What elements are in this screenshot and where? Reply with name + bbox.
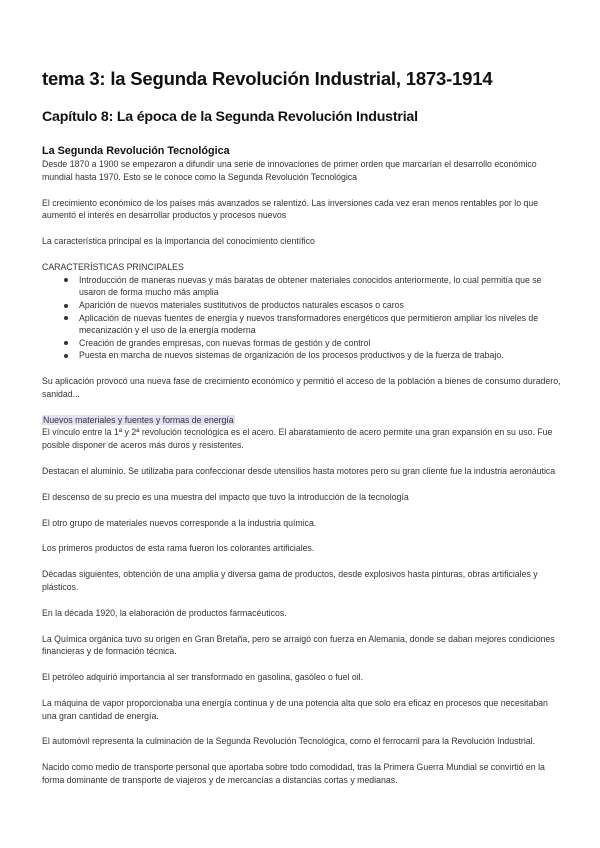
paragraph: En la década 1920, la elaboración de productos farmacéuticos. [42, 607, 287, 618]
highlighted-heading: Nuevos materiales y fuentes y formas de energía [43, 414, 234, 425]
paragraph: El petróleo adquirió importancia al ser transformado en gasolina, gasóleo o fuel oil. [42, 672, 364, 683]
paragraph: La máquina de vapor proporcionaba una energía continua y de una potencia alta que solo era eficaz en procesos que necesitaban una gran cantidad de energía. [42, 697, 548, 721]
paragraph: Su aplicación provocó una nueva fase de crecimiento económico y permitió el acceso de la población a bienes de consumo duradero, sanidad... [42, 375, 561, 399]
chapter-title: Capítulo 8: La época de la Segunda Revolución Industrial [42, 109, 418, 125]
list-item: Aparición de nuevos materiales sustitutivos de productos naturales escasos o caros [79, 299, 564, 312]
document-page [42, 66, 564, 787]
list-item: Introducción de maneras nuevas y más baratas de obtener materiales conocidos anteriormente, lo cual permitía que se usaron de forma mucho más amplia [79, 274, 564, 299]
paragraph: Nacido como medio de transporte personal que aportaba sobre todo comodidad, tras la Primera Guerra Mundial se convirtió en la forma dominante de transporte de viajeros y de mercancías a distancias cortas y medianas. [42, 762, 545, 786]
list-title: CARACTERÍSTICAS PRINCIPALES [42, 261, 184, 272]
paragraph: El crecimiento económico de los países más avanzados se ralentizó. Las inversiones cada vez eran menos rentables por lo que aumentó el interés en desarrollar productos y procesos nuevos [42, 197, 539, 221]
paragraph: La característica principal es la importancia del conocimiento científico [42, 236, 315, 247]
paragraph: El automóvil representa la culminación de la Segunda Revolución Tecnológica, como el ferrocarril para la Revolución Industrial. [42, 736, 536, 747]
list-item: Puesta en marcha de nuevos sistemas de organización de los procesos productivos y de la fuerza de trabajo. [79, 349, 564, 362]
paragraph: El vínculo entre la 1ª y 2ª revolución tecnológica es el acero. El abaratamiento de acero permite una gran expansión en su uso. Fue posible disponer de aceros más duros y resistentes. [42, 427, 553, 451]
characteristics-list [42, 274, 564, 362]
section-heading-materiales [42, 414, 564, 427]
paragraph: La Química orgánica tuvo su origen en Gran Bretaña, pero se arraigó con fuerza en Alemania, donde se daban mejores condiciones financieras y de formación técnica. [42, 633, 555, 657]
paragraph: Desde 1870 a 1900 se empezaron a difundir una serie de innovaciones de primer orden que marcarían el desarrollo económico mundial hasta 1970. Esto se le conoce como la Segunda Revolución Tecnológica [42, 159, 537, 182]
section-heading-revolucion-tecnologica: La Segunda Revolución Tecnológica [42, 145, 230, 157]
list-item: Creación de grandes empresas, con nuevas formas de gestión y de control [79, 337, 564, 350]
paragraph: El otro grupo de materiales nuevos corresponde a la industria química. [42, 517, 317, 528]
paragraph: El descenso de su precio es una muestra del impacto que tuvo la introducción de la tecnología [42, 491, 409, 502]
paragraph: Destacan el aluminio. Se utilizaba para confeccionar desde utensilios hasta motores pero su gran cliente fue la industria aeronáutica [42, 465, 556, 476]
document-title: tema 3: la Segunda Revolución Industrial, 1873-1914 [42, 68, 493, 89]
list-item: Aplicación de nuevas fuentes de energía y nuevos transformadores energéticos que permitieron ampliar los niveles de mecanización y el uso de la energía moderna [79, 312, 564, 337]
paragraph: Décadas siguientes, obtención de una amplia y diversa gama de productos, desde explosivos hasta pinturas, obras artificiales y plásticos. [42, 569, 538, 592]
paragraph: Los primeros productos de esta rama fueron los colorantes artificiales. [42, 543, 315, 554]
